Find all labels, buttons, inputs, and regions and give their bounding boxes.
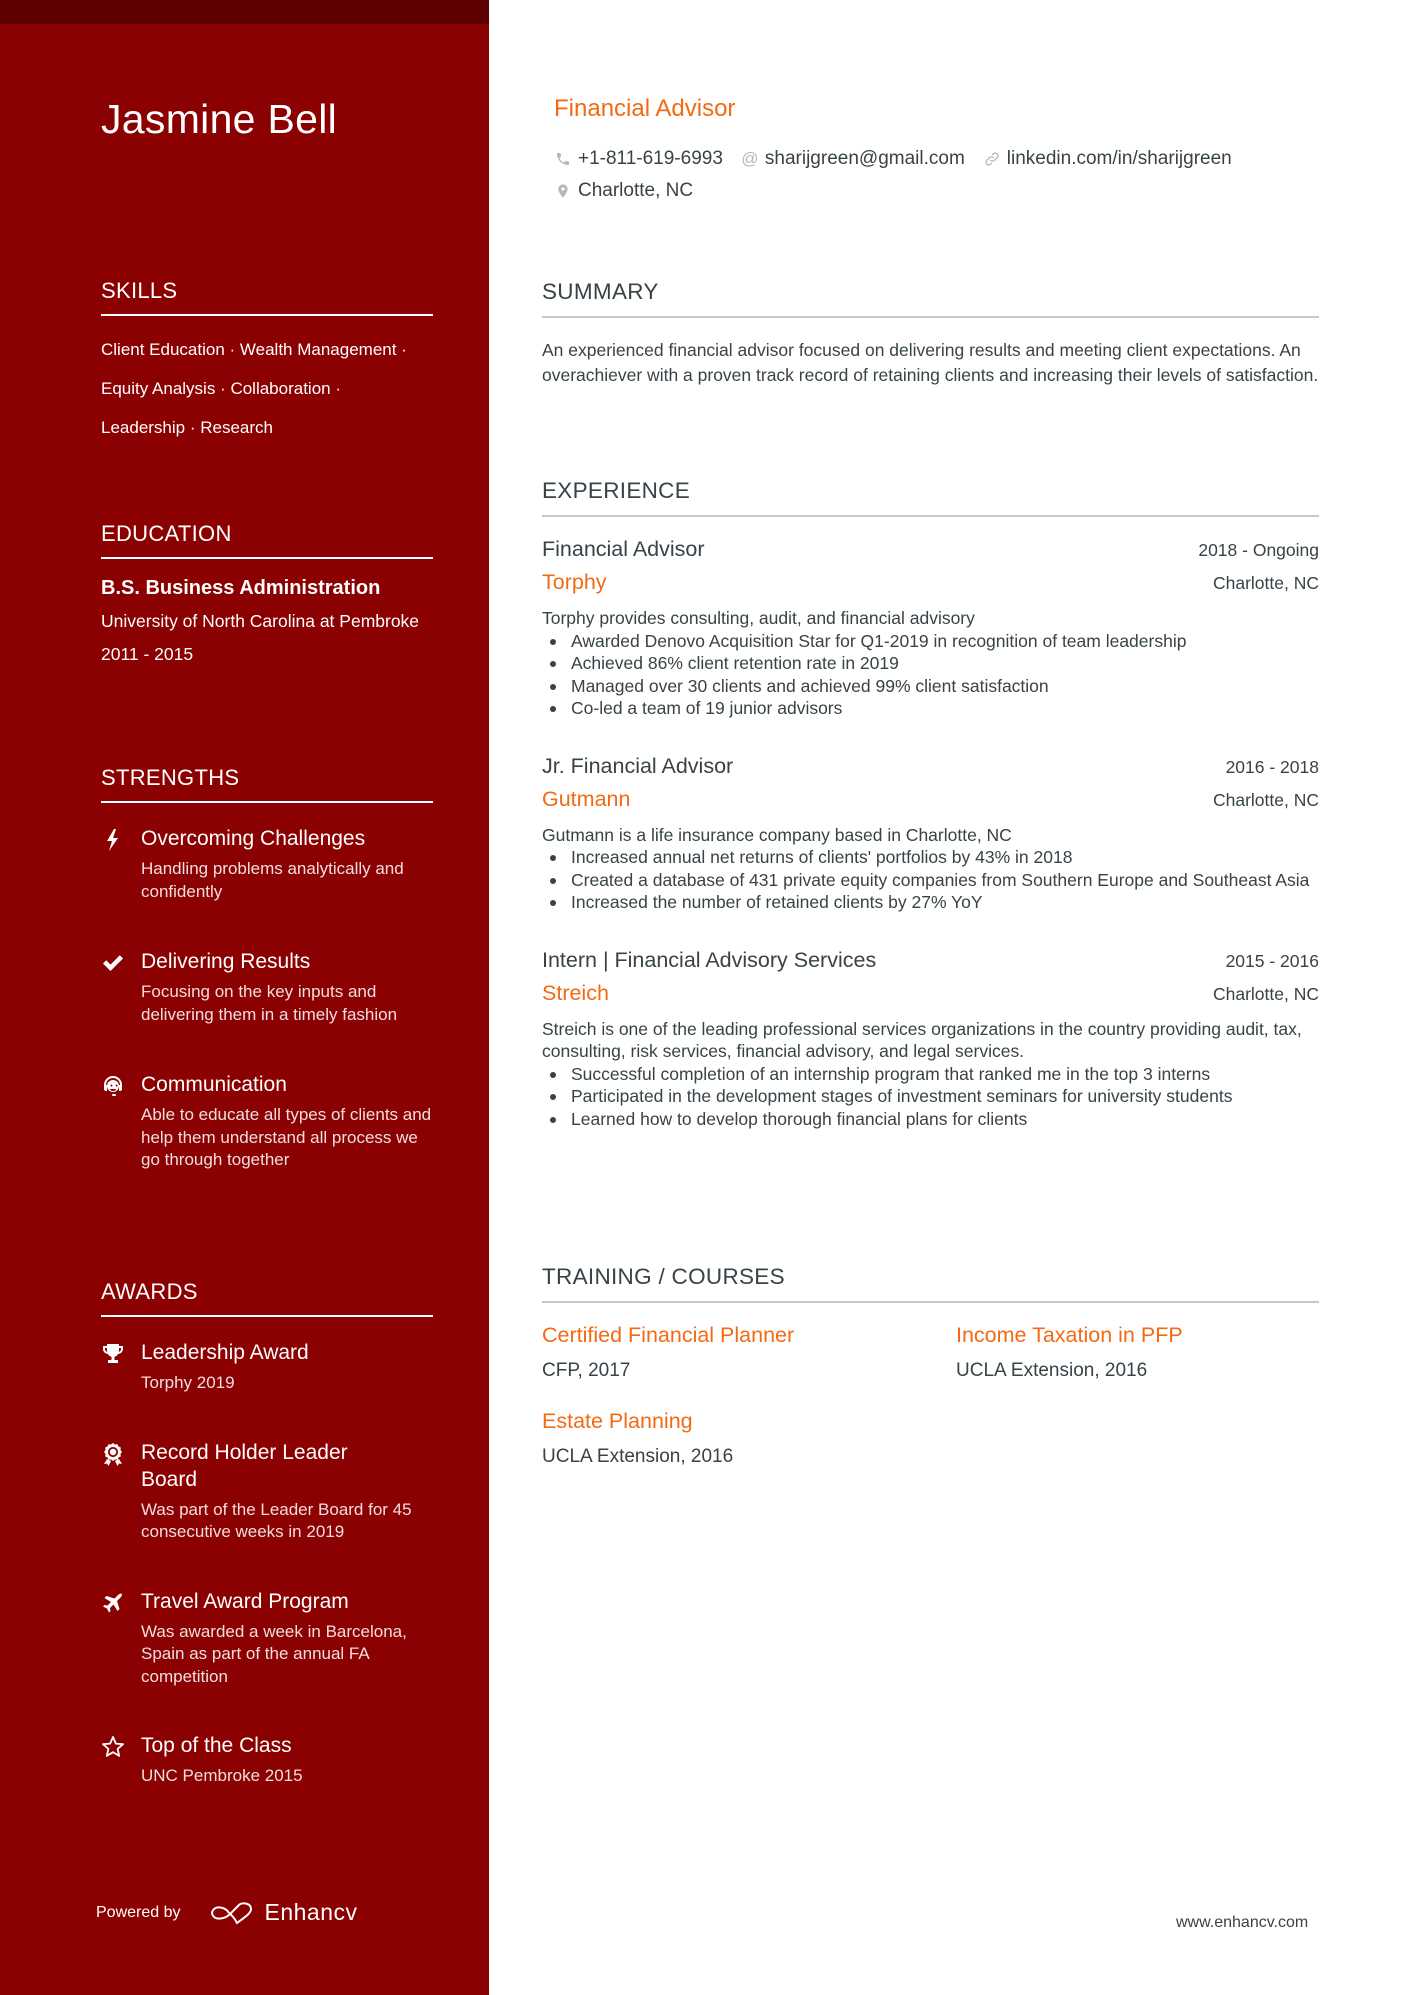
skills-line: Equity Analysis · Collaboration · — [101, 379, 342, 398]
achievement-item: Awarded Denovo Acquisition Star for Q1-2019 in recognition of team leadership — [542, 630, 1319, 653]
enhancv-logo-icon — [209, 1901, 255, 1925]
course-provider: UCLA Extension, 2016 — [956, 1360, 1148, 1381]
skills-line: Client Education · Wealth Management · — [101, 340, 407, 359]
headset-person-icon — [101, 1074, 125, 1098]
awards-title: AWARDS — [101, 1279, 433, 1317]
strength-item — [101, 825, 433, 903]
position-dates: 2018 - Ongoing — [1198, 540, 1319, 560]
course-grid — [542, 1323, 1319, 1468]
contact-phone[interactable]: +1-811-619-6993 — [554, 148, 723, 170]
course-provider: CFP, 2017 — [542, 1360, 631, 1381]
strength-item — [101, 948, 433, 1026]
skills-section — [101, 278, 433, 447]
course-item — [542, 1409, 956, 1468]
strengths-section — [101, 765, 433, 1172]
award-desc: Was part of the Leader Board for 45 consecutive weeks in 2019 — [141, 1499, 412, 1541]
achievement-item: Increased annual net returns of clients' portfolios by 43% in 2018 — [542, 846, 1319, 869]
course-item — [542, 1323, 956, 1382]
award-item — [101, 1588, 433, 1689]
training-title: TRAINING / COURSES — [542, 1264, 1319, 1303]
award-item — [101, 1732, 433, 1788]
position-location: Charlotte, NC — [1212, 573, 1319, 593]
award-item — [101, 1339, 433, 1395]
position-location: Charlotte, NC — [1212, 983, 1319, 1004]
course-title: Estate Planning — [542, 1409, 693, 1433]
skills-list — [101, 330, 461, 447]
candidate-name: Jasmine Bell — [101, 96, 338, 142]
phone-icon — [554, 150, 572, 168]
course-title: Income Taxation in PFP — [956, 1323, 1183, 1347]
position-dates: 2015 - 2016 — [1225, 950, 1319, 971]
experience-title: EXPERIENCE — [542, 478, 1319, 517]
award-title: Record Holder Leader Board — [141, 1440, 348, 1491]
strengths-title: STRENGTHS — [101, 765, 433, 803]
lightning-icon — [101, 828, 125, 852]
achievement-item: Learned how to develop thorough financial plans for clients — [542, 1108, 1319, 1131]
skills-line: Leadership · Research — [101, 418, 273, 437]
achievement-list — [542, 1063, 1319, 1131]
experience-entry — [542, 754, 1319, 914]
enhancv-logo[interactable] — [209, 1899, 358, 1926]
award-title: Top of the Class — [141, 1734, 292, 1757]
contact-info — [554, 143, 1334, 207]
achievement-item: Increased the number of retained clients by 27% YoY — [542, 891, 1319, 914]
education-school: University of North Carolina at Pembroke — [101, 611, 420, 631]
award-desc: Torphy 2019 — [141, 1373, 235, 1392]
achievement-item: Managed over 30 clients and achieved 99% client satisfaction — [542, 675, 1319, 698]
course-title: Certified Financial Planner — [542, 1323, 795, 1347]
position-dates: 2016 - 2018 — [1225, 756, 1319, 777]
contact-email[interactable]: @ sharijgreen@gmail.com — [741, 148, 965, 169]
position-title: Intern | Financial Advisory Services — [542, 947, 877, 972]
award-desc: Was awarded a week in Barcelona, Spain as part of the annual FA competition — [141, 1621, 407, 1686]
achievement-item: Achieved 86% client retention rate in 2019 — [542, 652, 1319, 675]
sidebar-top-bar — [0, 0, 489, 24]
achievement-list — [542, 846, 1319, 914]
experience-section — [542, 478, 1319, 1130]
award-title: Travel Award Program — [141, 1589, 349, 1613]
at-sign-icon: @ — [741, 149, 759, 168]
position-title: Jr. Financial Advisor — [542, 753, 734, 778]
summary-title: SUMMARY — [542, 279, 1319, 318]
star-icon — [101, 1735, 125, 1759]
strength-desc: Focusing on the key inputs and delivering them in a timely fashion — [141, 982, 398, 1024]
sidebar — [0, 0, 489, 1995]
company-description: Gutmann is a life insurance company based in Charlotte, NC — [542, 824, 1012, 845]
course-provider: UCLA Extension, 2016 — [542, 1446, 734, 1467]
experience-entry — [542, 537, 1319, 720]
location-pin-icon — [554, 182, 572, 200]
company-description: Torphy provides consulting, audit, and financial advisory — [542, 608, 975, 628]
enhancv-brand: Enhancv — [264, 1899, 358, 1925]
company-name: Streich — [542, 980, 609, 1005]
position-title: Financial Advisor — [542, 537, 705, 561]
education-dates: 2011 - 2015 — [101, 644, 194, 664]
experience-entry — [542, 948, 1319, 1131]
contact-linkedin[interactable]: linkedin.com/in/sharijgreen — [983, 148, 1232, 170]
award-title: Leadership Award — [141, 1341, 309, 1364]
powered-by-label: Powered by — [96, 1903, 181, 1921]
summary-text: An experienced financial advisor focused on delivering results and meeting client expectations. An overachiever with a proven track record of retaining clients and increasing their levels of satisfaction. — [542, 340, 1319, 385]
education-title: EDUCATION — [101, 521, 433, 559]
strength-desc: Able to educate all types of clients and help them understand all process we go through together — [141, 1105, 432, 1169]
job-title-header: Financial Advisor — [554, 95, 736, 122]
link-icon — [983, 150, 1001, 168]
company-description: Streich is one of the leading professional services organizations in the country providing audit, tax, consulting, risk services, financial advisory, and legal services. — [542, 1018, 1302, 1061]
skills-title: SKILLS — [101, 278, 433, 316]
strength-item — [101, 1071, 433, 1172]
company-name: Torphy — [542, 570, 607, 594]
award-desc: UNC Pembroke 2015 — [141, 1766, 303, 1785]
training-section — [542, 1264, 1319, 1468]
strength-title: Communication — [141, 1073, 287, 1096]
strength-title: Delivering Results — [141, 950, 311, 973]
education-degree: B.S. Business Administration — [101, 577, 381, 599]
award-item — [101, 1439, 433, 1544]
achievement-item: Created a database of 431 private equity companies from Southern Europe and Southeast Asia — [542, 869, 1319, 892]
checkmark-icon — [101, 951, 125, 975]
achievement-item: Participated in the development stages of investment seminars for university students — [542, 1085, 1319, 1108]
position-location: Charlotte, NC — [1212, 789, 1319, 810]
trophy-icon — [101, 1342, 125, 1366]
contact-location: Charlotte, NC — [554, 180, 693, 202]
company-name: Gutmann — [542, 786, 631, 811]
course-item — [956, 1323, 1319, 1382]
education-section — [101, 521, 433, 665]
website-link[interactable]: www.enhancv.com — [1176, 1914, 1309, 1931]
strength-title: Overcoming Challenges — [141, 827, 366, 850]
achievement-item: Co-led a team of 19 junior advisors — [542, 697, 1319, 720]
strength-desc: Handling problems analytically and confidently — [141, 859, 404, 901]
airplane-icon — [101, 1591, 125, 1615]
awards-section — [101, 1279, 433, 1788]
achievement-list — [542, 630, 1319, 720]
medal-icon — [101, 1442, 125, 1466]
summary-section — [542, 279, 1319, 387]
achievement-item: Successful completion of an internship program that ranked me in the top 3 interns — [542, 1063, 1319, 1086]
powered-by — [96, 1899, 358, 1926]
